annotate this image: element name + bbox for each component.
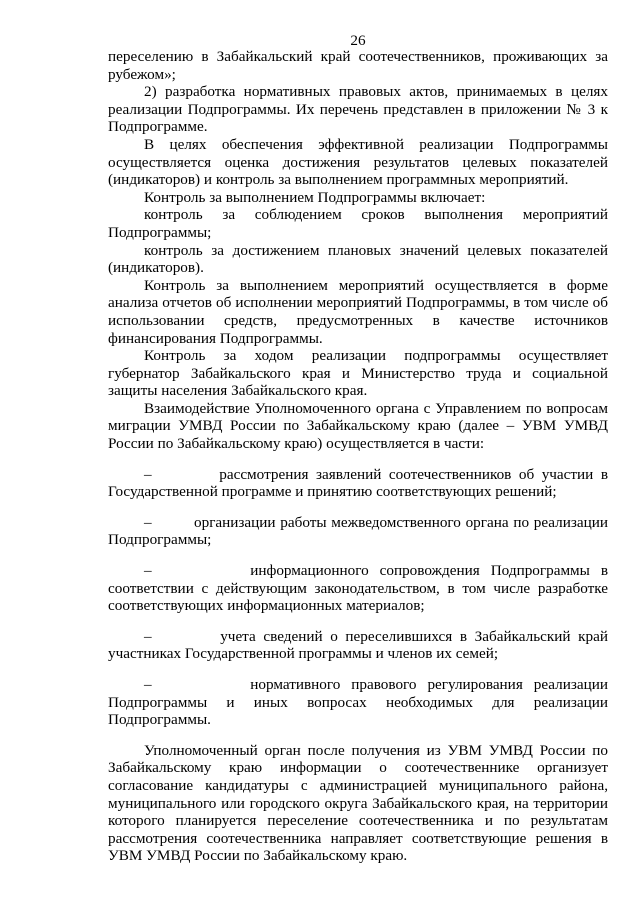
paragraph-2: 2) разработка нормативных правовых актов, принимаемых в целях реализации Подпрограммы. Их перечень представлен в приложении № 3 к Подпрограмме. xyxy=(108,83,608,136)
paragraph-6: контроль за достижением плановых значений целевых показателей (индикаторов). xyxy=(108,241,608,277)
paragraph-3: В целях обеспечения эффективной реализации Подпрограммы осуществляется оценка достижения результатов целевых показателей (индикаторов) и контроль за выполнением программных мероприятий. xyxy=(108,135,608,189)
dash-item-5: – нормативного правового регулирования реализации Подпрограммы и иных вопросах необходимых для реализации Подпрограммы. xyxy=(108,676,608,729)
paragraph-9: Взаимодействие Уполномоченного органа с Управлением по вопросам миграции УМВД России по Забайкальскому краю (далее – УВМ УМВД России по Забайкальскому краю) осуществляется в части: xyxy=(108,399,608,453)
page-number: 26 xyxy=(350,32,366,49)
paragraph-1: переселению в Забайкальский край соотечественников, проживающих за рубежом»; xyxy=(108,48,608,83)
document-body xyxy=(108,48,608,865)
paragraph-4: Контроль за выполнением Подпрограммы включает: xyxy=(144,188,486,206)
paragraph-final: Уполномоченный орган после получения из УВМ УМВД России по Забайкальскому краю информации о соотечественнике организует согласование кандидатуры с администрацией муниципального района, муниципального или городского округа Забайкальского края, на территории которого планируется переселение соотечественника и по результатам рассмотрения соотечественника направляет соответствующие решения в УВМ УМВД России по Забайкальскому краю. xyxy=(108,741,608,865)
dash-item-2: – организации работы межведомственного органа по реализации Подпрограммы; xyxy=(108,513,608,549)
dash-item-1: – рассмотрения заявлений соотечественников об участии в Государственной программе и принятию соответствующих решений; xyxy=(108,465,608,501)
dash-item-4: – учета сведений о переселившихся в Забайкальский край участниках Государственной программы и членов их семей; xyxy=(108,627,608,663)
paragraph-7: Контроль за выполнением мероприятий осуществляется в форме анализа отчетов об исполнении мероприятий Подпрограммы, в том числе об использовании средств, предусмотренных в качестве источников финансирования Подпрограммы. xyxy=(108,276,608,347)
paragraph-5: контроль за соблюдением сроков выполнения мероприятий Подпрограммы; xyxy=(108,206,608,241)
dash-item-3: – информационного сопровождения Подпрограммы в соответствии с действующим законодательством, в том числе разработке соответствующих информационных материалов; xyxy=(108,562,608,615)
paragraph-8: Контроль за ходом реализации подпрограммы осуществляет губернатор Забайкальского края и Министерство труда и социальной защиты населения Забайкальского края. xyxy=(108,347,608,400)
